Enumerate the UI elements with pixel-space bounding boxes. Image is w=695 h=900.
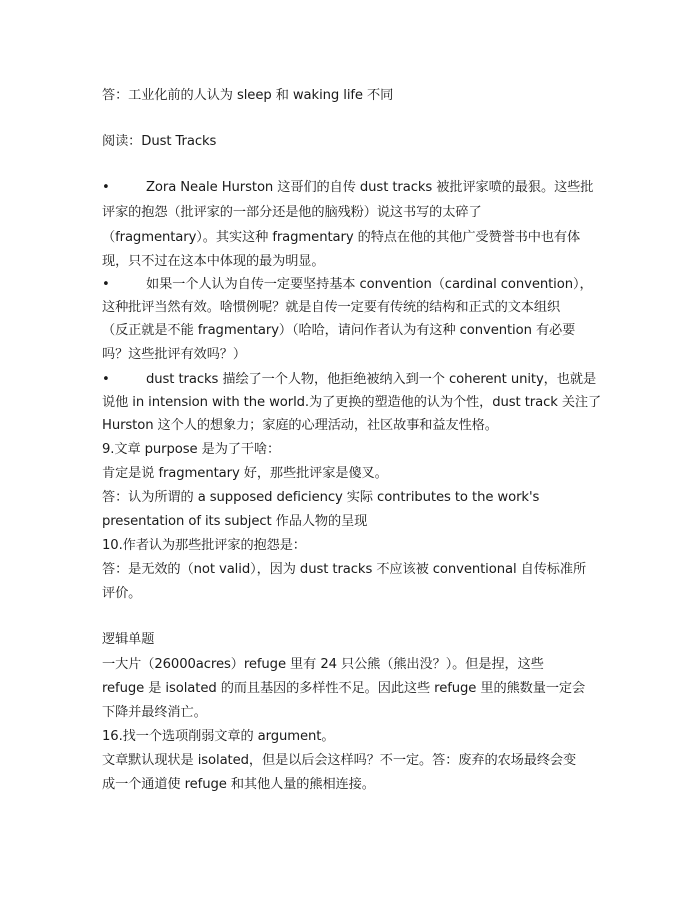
question-9: 9.文章 purpose 是为了干啥：	[102, 442, 281, 457]
para1-line: 现，只不过在这本中体现的最为明显。	[102, 254, 325, 269]
question-16-answer-line: 成一个通道使 refuge 和其他人量的熊相连接。	[102, 777, 375, 792]
para1-line: （fragmentary）。其实这种 fragmentary 的特点在他的其他广受赞誉书中也有体	[102, 230, 581, 245]
para2-line: （反正就是不能 fragmentary）（哈哈，请问作者认为有这种 convention 有必要	[102, 323, 576, 338]
para2-line: 吗？这些批评有效吗？）	[102, 347, 246, 362]
logic-body-line: refuge 是 isolated 的而且基因的多样性不足。因此这些 refuge 里的熊数量一定会	[102, 681, 586, 696]
para3-line: Hurston 这个人的想象力；家庭的心理活动，社区故事和益友性格。	[102, 418, 498, 433]
para3-line: dust tracks 描绘了一个人物，他拒绝被纳入到一个 coherent unity，也就是	[146, 372, 597, 387]
para3-line: 说他 in intension with the world.为了更换的塑造他的认为个性，dust track 关注了	[102, 395, 602, 410]
question-10-answer-line: 答：是无效的（not valid），因为 dust tracks 不应该被 conventional 自传标准所	[102, 562, 587, 577]
reading-heading: 阅读：Dust Tracks	[102, 134, 217, 149]
answer-line: 答：工业化前的人认为 sleep 和 waking life 不同	[102, 88, 394, 103]
question-9-note: 肯定是说 fragmentary 好，那些批评家是傻叉。	[102, 466, 388, 481]
question-9-answer-line: presentation of its subject 作品人物的呈现	[102, 514, 368, 529]
para2-line: 如果一个人认为自传一定要坚持基本 convention（cardinal convention），	[146, 277, 593, 292]
bullet-marker: •	[102, 372, 110, 387]
question-9-answer-line: 答：认为所谓的 a supposed deficiency 实际 contributes to the work's	[102, 490, 540, 505]
question-16-answer-line: 文章默认现状是 isolated，但是以后会这样吗？不一定。答：废弃的农场最终会变	[102, 753, 577, 768]
para2-line: 这种批评当然有效。啥惯例呢？就是自传一定要有传统的结构和正式的文本组织	[102, 300, 561, 315]
question-16: 16.找一个选项削弱文章的 argument。	[102, 729, 335, 744]
logic-heading: 逻辑单题	[102, 632, 155, 647]
logic-body-line: 一大片（26000acres）refuge 里有 24 只公熊（熊出没？）。但是捏，这些	[102, 657, 544, 672]
bullet-marker: •	[102, 277, 110, 292]
question-10-answer-line: 评价。	[102, 586, 142, 601]
para1-line: 评家的抱怨（批评家的一部分还是他的脑残粉）说这书写的太碎了	[102, 205, 482, 220]
question-10: 10.作者认为那些批评家的抱怨是：	[102, 538, 306, 553]
para1-line: Zora Neale Hurston 这哥们的自传 dust tracks 被批评家喷的最狠。这些批	[146, 180, 594, 195]
logic-body-line: 下降并最终消亡。	[102, 705, 207, 720]
bullet-marker: •	[102, 180, 110, 195]
